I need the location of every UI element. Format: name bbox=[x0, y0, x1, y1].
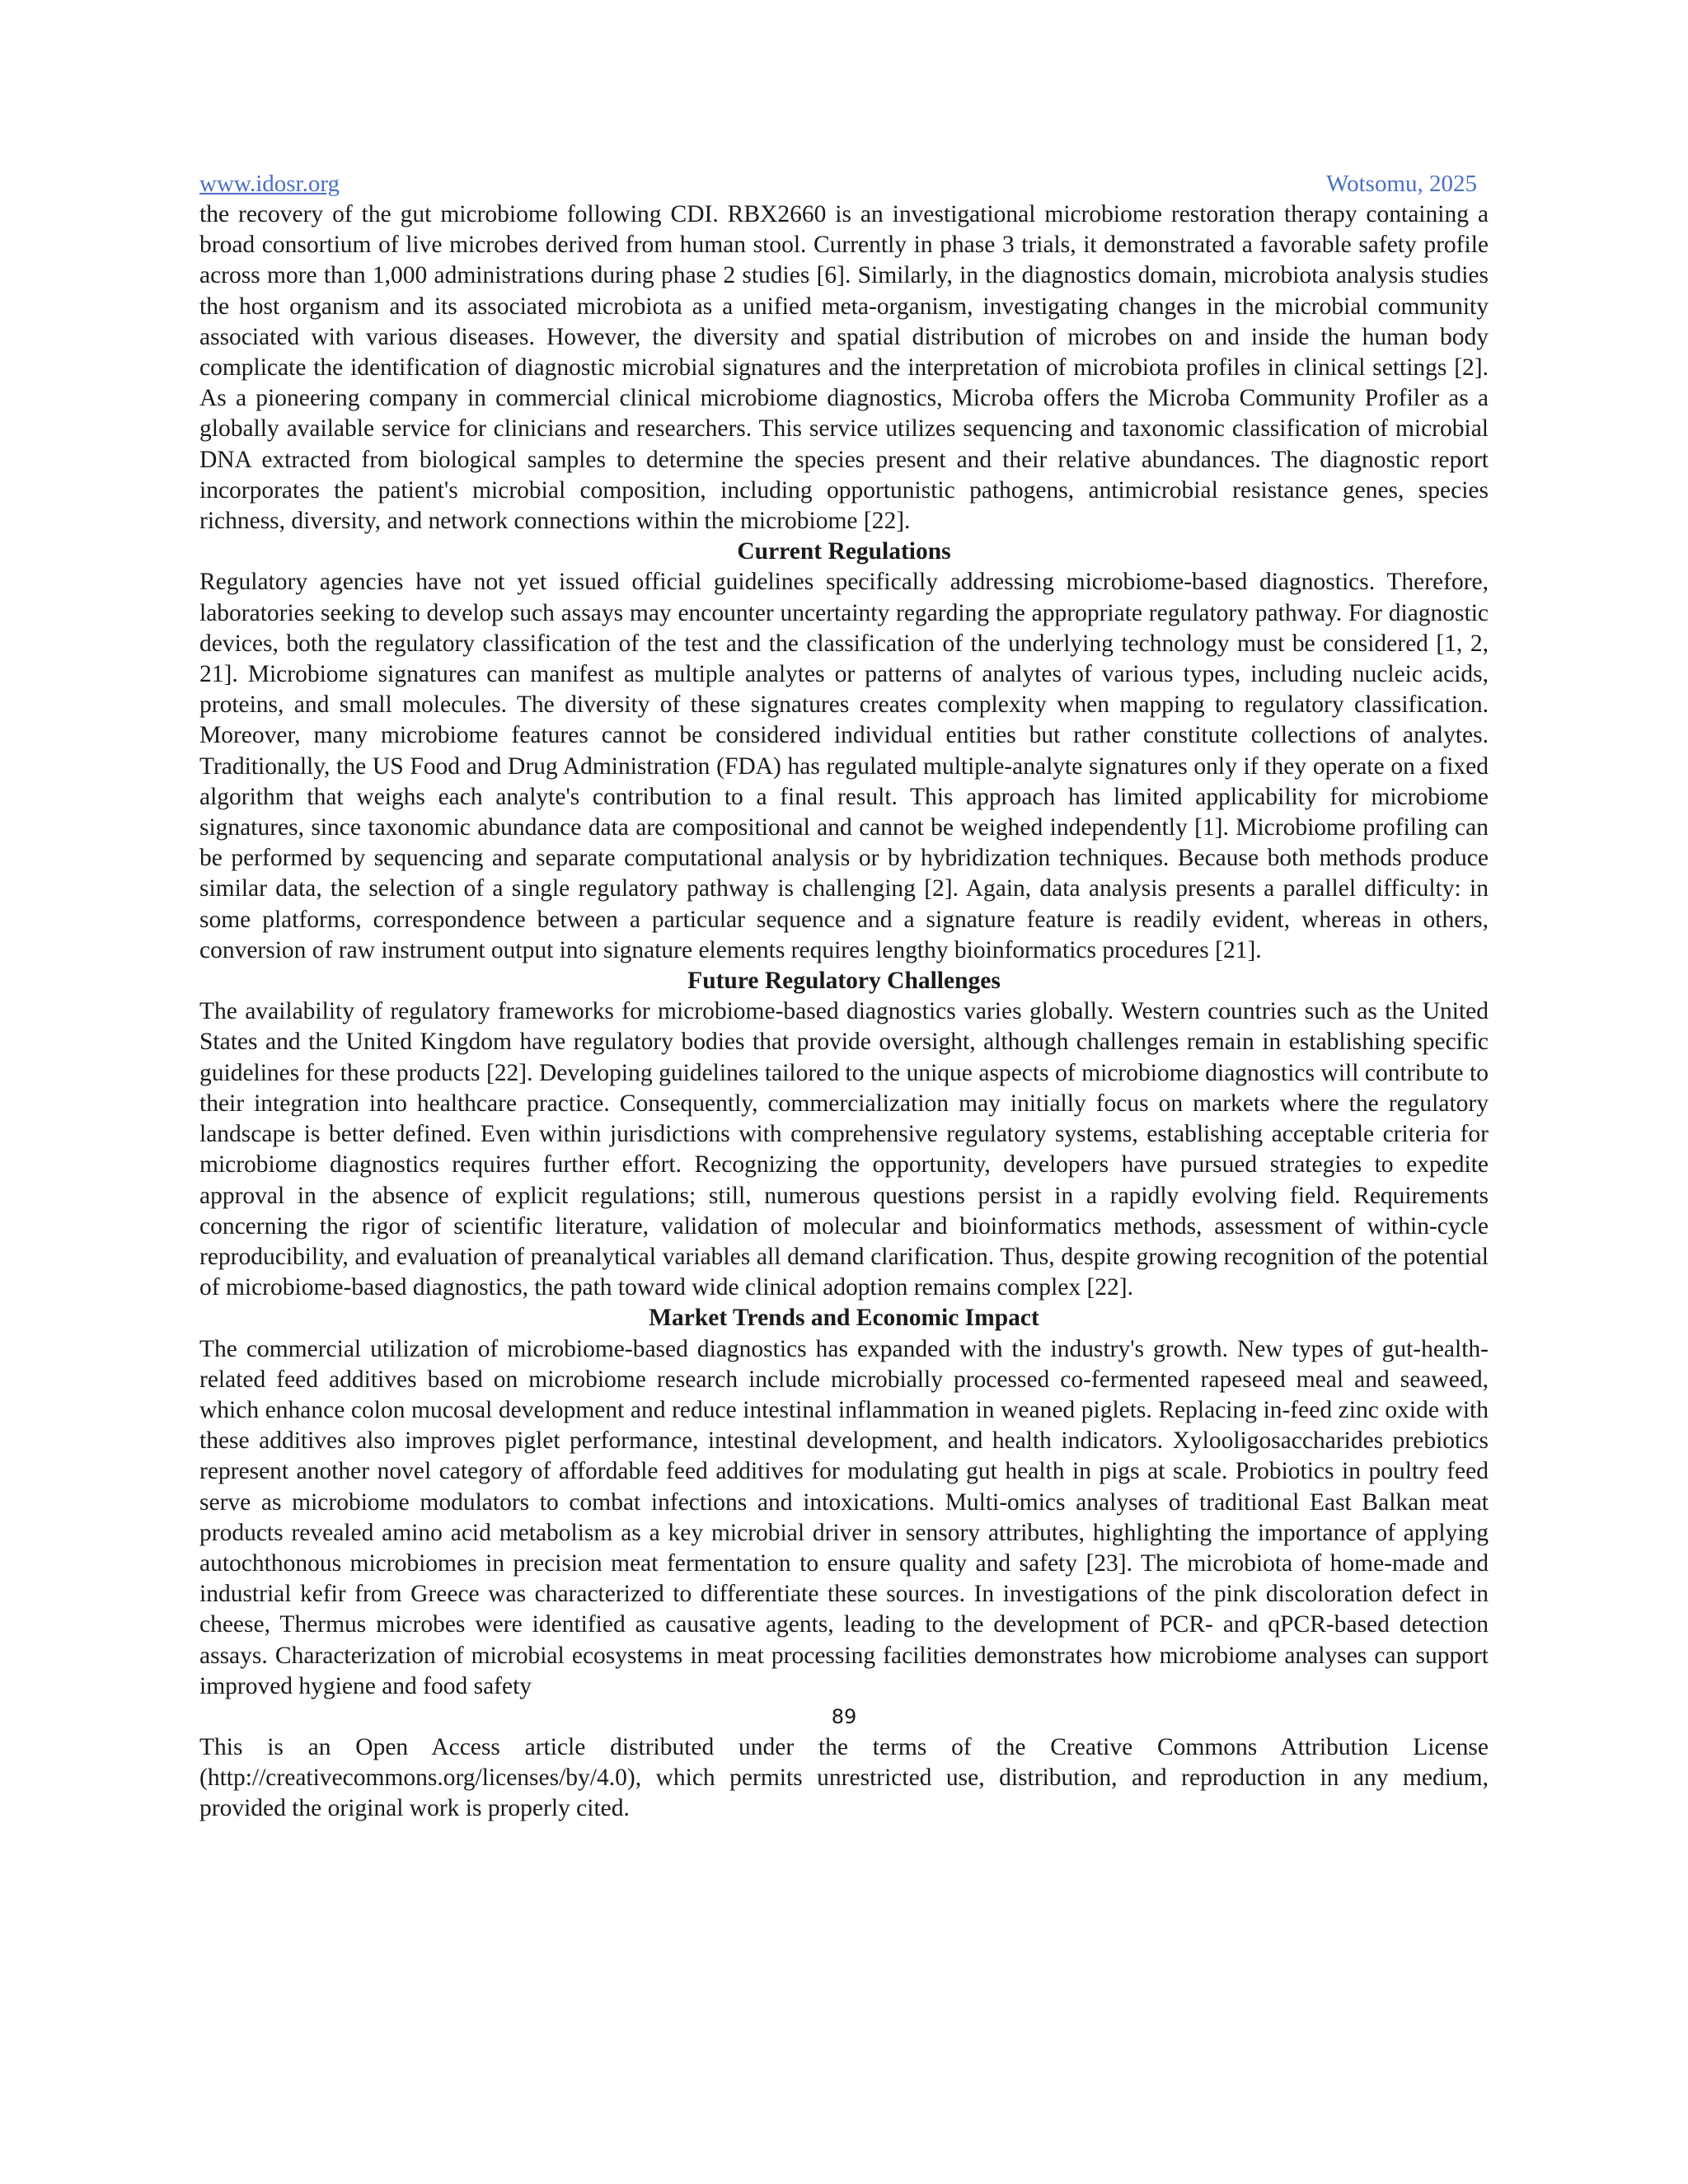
future-challenges-paragraph: The availability of regulatory frameworks for microbiome-based diagnostics varies globally. Western countries such as the United States and the United Kingdom have regulatory bodies that provide oversight, although challenges remain in establishing specific guidelines for these products [22]. Developing guidelines tailored to the unique aspects of microbiome diagnostics will contribute to their integration into healthcare practice. Consequently, commercialization may initially focus on markets where the regulatory landscape is better defined. Even within jurisdictions with comprehensive regulatory systems, establishing acceptable criteria for microbiome diagnostics requires further effort. Recognizing the opportunity, developers have pursued strategies to expedite approval in the absence of explicit regulations; still, numerous questions persist in a rapidly evolving field. Requirements concerning the rigor of scientific literature, validation of molecular and bioinformatics methods, assessment of within-cycle reproducibility, and evaluation of preanalytical variables all demand clarification. Thus, despite growing recognition of the potential of microbiome-based diagnostics, the path toward wide clinical adoption remains complex [22]. bbox=[199, 998, 1489, 1301]
section-heading-current-regulations: Current Regulations bbox=[737, 538, 951, 565]
author-year: Wotsomu, 2025 bbox=[1326, 171, 1477, 197]
page-number: 89 bbox=[831, 1704, 857, 1728]
intro-paragraph: the recovery of the gut microbiome following CDI. RBX2660 is an investigational microbiome restoration therapy containing a broad consortium of live microbes derived from human stool. Currently in phase 3 trials, it demonstrated a favorable safety profile across more than 1,000 administrations during phase 2 studies [6]. Similarly, in the diagnostics domain, microbiota analysis studies the host organism and its associated microbiota as a unified meta-organism, investigating changes in the microbial community associated with various diseases. However, the diversity and spatial distribution of microbes on and inside the human body complicate the identification of diagnostic microbial signatures and the interpretation of microbiota profiles in clinical settings [2]. As a pioneering company in commercial clinical microbiome diagnostics, Microba offers the Microba Community Profiler as a globally available service for clinicians and researchers. This service utilizes sequencing and taxonomic classification of microbial DNA extracted from biological samples to determine the species present and their relative abundances. The diagnostic report incorporates the patient's microbial composition, including opportunistic pathogens, antimicrobial resistance genes, species richness, diversity, and network connections within the microbiome [22]. bbox=[199, 201, 1489, 535]
page bbox=[199, 169, 1489, 1825]
site-link[interactable]: www.idosr.org bbox=[199, 171, 340, 197]
current-regulations-paragraph: Regulatory agencies have not yet issued official guidelines specifically addressing microbiome-based diagnostics. Therefore, laboratories seeking to develop such assays may encounter uncertainty regarding the appropriate regulatory pathway. For diagnostic devices, both the regulatory classification of the test and the classification of the underlying technology must be considered [1, 2, 21]. Microbiome signatures can manifest as multiple analytes or patterns of analytes of various types, including nucleic acids, proteins, and small molecules. The diversity of these signatures creates complexity when mapping to regulatory classification. Moreover, many microbiome features cannot be considered individual entities but rather constitute collections of analytes. Traditionally, the US Food and Drug Administration (FDA) has regulated multiple-analyte signatures only if they operate on a fixed algorithm that weighs each analyte's contribution to a final result. This approach has limited applicability for microbiome signatures, since taxonomic abundance data are compositional and cannot be weighed independently [1]. Microbiome profiling can be performed by sequencing and separate computational analysis or by hybridization techniques. Because both methods produce similar data, the selection of a single regulatory pathway is challenging [2]. Again, data analysis presents a parallel difficulty: in some platforms, correspondence between a particular sequence and a signature feature is readily evident, whereas in others, conversion of raw instrument output into signature elements requires lengthy bioinformatics procedures [21]. bbox=[199, 569, 1489, 963]
running-header bbox=[199, 169, 1489, 199]
market-trends-paragraph: The commercial utilization of microbiome-based diagnostics has expanded with the industry's growth. New types of gut-health-related feed additives based on microbiome research include microbially processed co-fermented rapeseed meal and seaweed, which enhance colon mucosal development and reduce intestinal inflammation in weaned piglets. Replacing in-feed zinc oxide with these additives also improves piglet performance, intestinal development, and health indicators. Xylooligosaccharides prebiotics represent another novel category of affordable feed additives for modulating gut health in pigs at scale. Probiotics in poultry feed serve as microbiome modulators to combat infections and intoxications. Multi-omics analyses of traditional East Balkan meat products revealed amino acid metabolism as a key microbial driver in sensory attributes, highlighting the importance of applying autochthonous microbiomes in precision meat fermentation to ensure quality and safety [23]. The microbiota of home-made and industrial kefir from Greece was characterized to differentiate these sources. In investigations of the pink discoloration defect in cheese, Thermus microbes were identified as causative agents, leading to the development of PCR- and qPCR-based detection assays. Characterization of microbial ecosystems in meat processing facilities demonstrates how microbiome analyses can support improved hygiene and food safety bbox=[199, 1335, 1489, 1699]
section-heading-market-trends: Market Trends and Economic Impact bbox=[649, 1305, 1039, 1332]
section-heading-future-challenges: Future Regulatory Challenges bbox=[687, 968, 1001, 995]
license-notice: This is an Open Access article distributed under the terms of the Creative Commons Attribution License (http://creativecommons.org/licenses/by/4.0), which permits unrestricted use, distribution, and reproduction in any medium, provided the original work is properly cited. bbox=[199, 1733, 1489, 1822]
